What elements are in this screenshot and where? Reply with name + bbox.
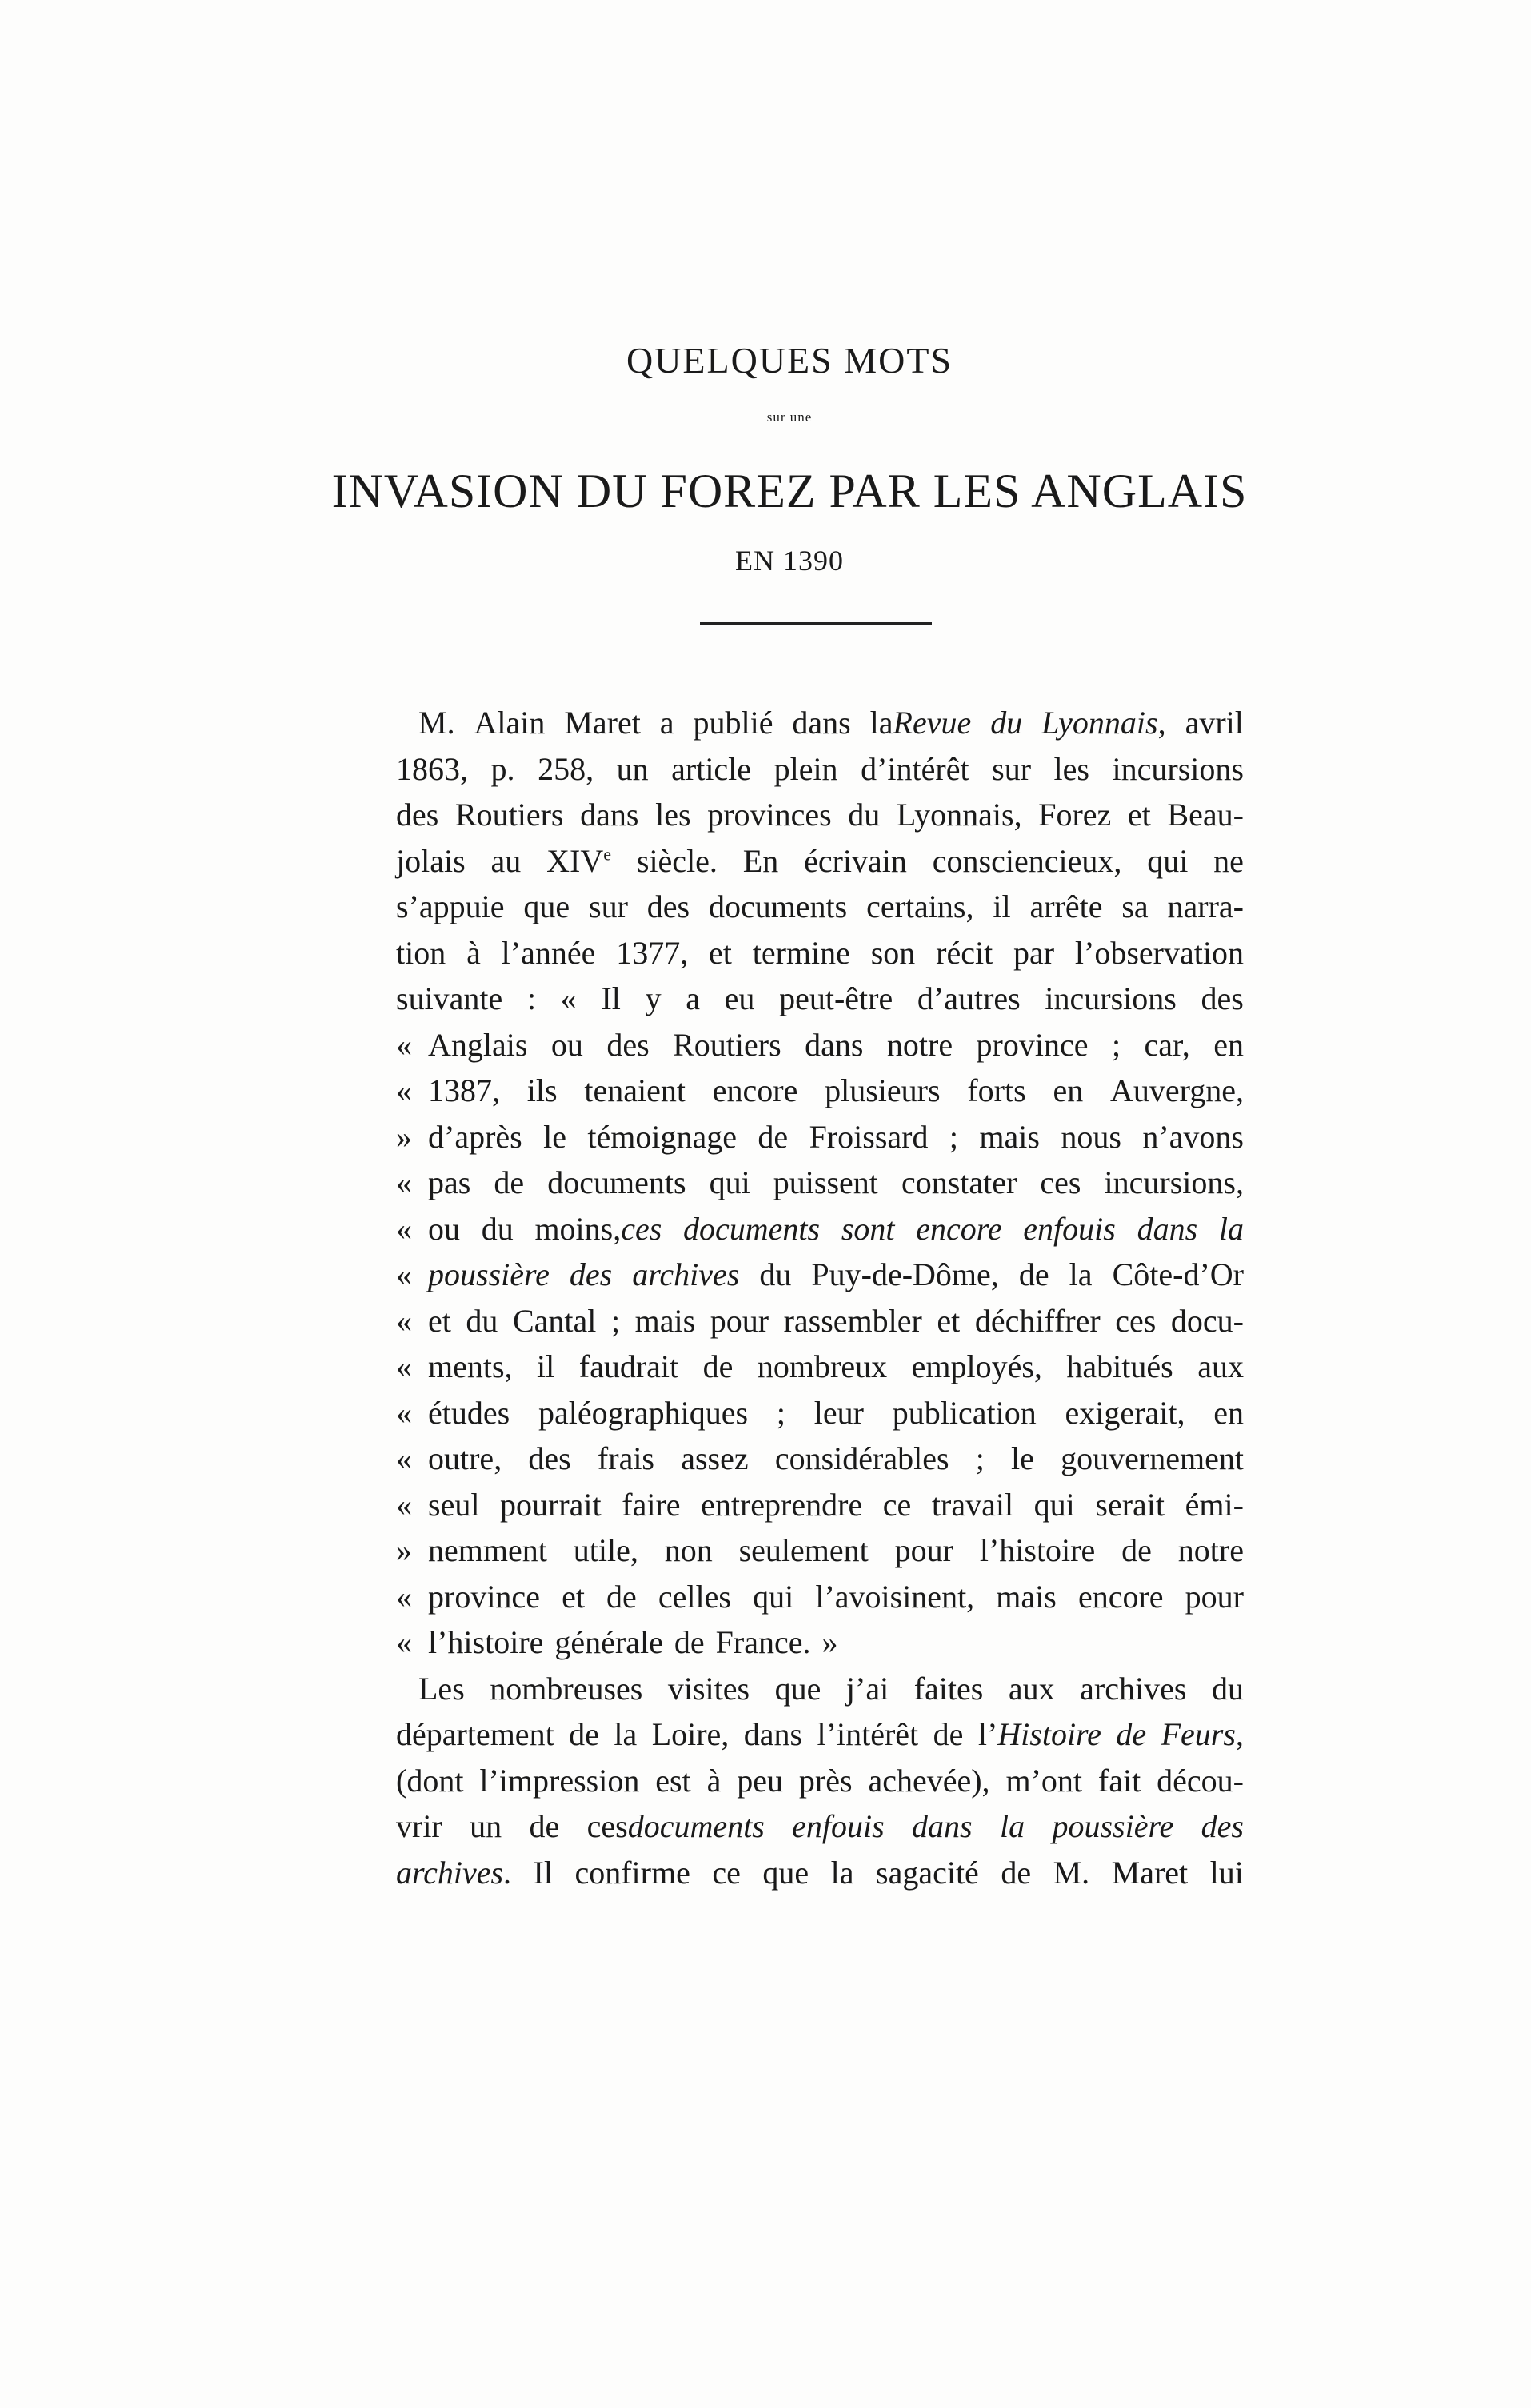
word: ne (1213, 842, 1244, 879)
word: narra- (1167, 889, 1244, 924)
word: France. (715, 1624, 811, 1660)
word: arrête (1029, 889, 1103, 924)
word: nombreuses (490, 1670, 643, 1707)
word: ; (949, 1118, 959, 1155)
word: » (821, 1624, 838, 1660)
word: exigerait, (1065, 1394, 1185, 1431)
text-line (396, 1252, 1244, 1298)
word: de (1018, 1256, 1049, 1292)
word: documents (683, 1210, 821, 1247)
word: l’histoire (979, 1532, 1096, 1568)
word: déchiffrer (974, 1302, 1101, 1339)
word: est (655, 1762, 691, 1799)
word: « pas (396, 1164, 471, 1200)
word: « seul (396, 1486, 480, 1523)
word: notre (886, 1026, 953, 1063)
word: pourrait (500, 1486, 602, 1523)
word: pour (1185, 1578, 1244, 1615)
word: écrivain (804, 842, 907, 879)
word: lui (1209, 1854, 1244, 1891)
word: de (933, 1716, 964, 1752)
word: faire (622, 1486, 681, 1523)
word: des (606, 1026, 650, 1063)
text-line (396, 1666, 1244, 1712)
word: pour (894, 1532, 953, 1568)
word: : (526, 980, 537, 1016)
word: certains, (866, 889, 974, 924)
word: jolais (396, 842, 466, 879)
word: le (1011, 1440, 1034, 1476)
word: son (870, 934, 916, 971)
word: encore (916, 1210, 1002, 1247)
word: que (762, 1854, 809, 1891)
word: m’ont (1005, 1762, 1083, 1799)
word: de (494, 1164, 525, 1200)
word: incursions, (1104, 1164, 1244, 1200)
word: en (1213, 1026, 1244, 1063)
word: faites (913, 1670, 984, 1707)
word: a (659, 705, 674, 741)
word: d’autres (917, 980, 1021, 1016)
word: Cantal (512, 1302, 597, 1339)
word: achevée), (868, 1762, 990, 1799)
word: du (990, 705, 1023, 741)
text-line (396, 1390, 1244, 1436)
word: serait (1095, 1486, 1165, 1523)
word: visites (667, 1670, 750, 1707)
text-line (396, 884, 1244, 930)
word: cesdocuments (586, 1808, 765, 1844)
word: le (543, 1118, 566, 1155)
word: en (1213, 1394, 1244, 1431)
word: Auvergne, (1110, 1072, 1244, 1108)
word: dans (580, 797, 639, 833)
word: dans (1137, 1210, 1198, 1247)
word: nombreux (757, 1348, 888, 1384)
word: moins,ces (534, 1210, 662, 1247)
word: l’avoisinent, (815, 1578, 975, 1615)
heading-line-1: QUELQUES MOTS (626, 340, 953, 381)
text-line (396, 1436, 1244, 1482)
word: « Anglais (396, 1026, 528, 1063)
word: l’intérêt (817, 1716, 919, 1752)
word: de (569, 1716, 599, 1752)
word: poussière (1052, 1808, 1174, 1844)
word: et (937, 1302, 961, 1339)
word: provinces (707, 797, 832, 833)
word: encore (1077, 1578, 1164, 1615)
word: employés, (911, 1348, 1042, 1384)
text-line (396, 1574, 1244, 1620)
word: eu (724, 980, 755, 1016)
word: frais (597, 1440, 654, 1476)
text-line (396, 1527, 1244, 1574)
word: « l’histoire (396, 1624, 544, 1660)
word: suivante (396, 980, 503, 1016)
word: des (1201, 1808, 1244, 1844)
word: Maret (564, 705, 641, 741)
text-line (396, 1298, 1244, 1344)
word: la (830, 1854, 854, 1891)
heading-year: EN 1390 (735, 545, 844, 577)
word: des (1201, 980, 1244, 1016)
word: sont (841, 1210, 895, 1247)
word: à (706, 1762, 722, 1799)
heading-line-2: sur une (766, 409, 813, 425)
word: « ou (396, 1210, 460, 1247)
word: incursions (1112, 750, 1244, 787)
word: Beau- (1167, 797, 1244, 833)
word: sagacité (876, 1854, 979, 1891)
word: « 1387, (396, 1072, 500, 1108)
word: dans (805, 1026, 864, 1063)
word: confirme (574, 1854, 690, 1891)
word: ; (776, 1394, 786, 1431)
word: s’appuie (396, 889, 505, 924)
text-line (396, 1068, 1244, 1114)
heading-main-title: INVASION DU FOREZ PAR LES ANGLAIS (331, 465, 1248, 517)
word: les (1053, 750, 1089, 787)
word: l’observation (1074, 934, 1244, 971)
text-line (396, 1619, 1244, 1666)
word: qui (709, 1164, 750, 1200)
word: rassembler (783, 1302, 922, 1339)
word: par (1013, 934, 1055, 971)
word: il (537, 1348, 555, 1384)
word: travail (931, 1486, 1014, 1523)
word: des (569, 1256, 613, 1292)
word: Loire, (651, 1716, 730, 1752)
word: leur (813, 1394, 864, 1431)
word: M. (1053, 1854, 1090, 1891)
word: la (1069, 1256, 1093, 1292)
word: considérables (774, 1440, 949, 1476)
word: mais (634, 1302, 696, 1339)
word: ce (712, 1854, 741, 1891)
word: consciencieux, (932, 842, 1122, 879)
word: enfouis (1023, 1210, 1116, 1247)
word: ; (975, 1440, 985, 1476)
word: laRevue (869, 705, 972, 741)
word: un (616, 750, 649, 787)
word: 1863, (396, 750, 468, 787)
word: du (1211, 1670, 1244, 1707)
word: Il (601, 980, 621, 1016)
word: paléographiques (538, 1394, 749, 1431)
word: « poussière (396, 1256, 550, 1292)
word: M. (418, 705, 455, 741)
word: » d’après (396, 1118, 522, 1155)
word: Routiers (673, 1026, 781, 1063)
word: département (396, 1716, 554, 1752)
word: qui (1147, 842, 1189, 879)
word: du (759, 1256, 792, 1292)
word: Alain (474, 705, 546, 741)
text-line (396, 930, 1244, 976)
text-line (396, 1758, 1244, 1804)
word: « outre, (396, 1440, 502, 1476)
word: 1377, (616, 934, 689, 971)
word: vrir (396, 1808, 442, 1844)
word: ce (882, 1486, 912, 1523)
word: termine (752, 934, 850, 971)
text-line (396, 1114, 1244, 1160)
word: Froissard (809, 1118, 929, 1155)
word: ces (1115, 1302, 1157, 1339)
word: ils (526, 1072, 558, 1108)
word: qui (753, 1578, 794, 1615)
word: « province (396, 1578, 540, 1615)
word: docu- (1170, 1302, 1244, 1339)
text-line (396, 792, 1244, 838)
word: de (606, 1578, 637, 1615)
word: de (529, 1808, 560, 1844)
word: générale (554, 1624, 663, 1660)
word: archives. (396, 1854, 512, 1891)
text-line (396, 1206, 1244, 1252)
word: faudrait (578, 1348, 679, 1384)
word: « ments, (396, 1348, 513, 1384)
text-line (396, 1711, 1244, 1758)
word: peut-être (779, 980, 893, 1016)
word: celles (658, 1578, 731, 1615)
word: que (774, 1670, 821, 1707)
word: Routiers (454, 797, 564, 833)
word: décou- (1157, 1762, 1244, 1799)
text-line (396, 1482, 1244, 1528)
word: documents (708, 889, 848, 924)
word: Maret (1111, 1854, 1189, 1891)
word: « et (396, 1302, 451, 1339)
word: siècle. (636, 842, 718, 879)
word: car, (1144, 1026, 1190, 1063)
word: il (993, 889, 1011, 924)
word: documents (547, 1164, 686, 1200)
word: ces (1040, 1164, 1081, 1200)
word: plusieurs (825, 1072, 941, 1108)
word: Il (533, 1854, 553, 1891)
word: archives (632, 1256, 740, 1292)
word: l’Histoire (977, 1716, 1101, 1752)
word: du (848, 797, 881, 833)
word: publié (693, 705, 773, 741)
word: habitués (1066, 1348, 1173, 1384)
text-line (396, 1160, 1244, 1206)
word: incursions (1045, 980, 1177, 1016)
word: près (798, 1762, 853, 1799)
text-line (396, 1344, 1244, 1390)
word: plein (773, 750, 838, 787)
word: n’avons (1142, 1118, 1244, 1155)
word: nous (1061, 1118, 1121, 1155)
word: « études (396, 1394, 510, 1431)
word: ou (550, 1026, 583, 1063)
word: de (1001, 1854, 1032, 1891)
word: un (470, 1808, 502, 1844)
word: et (709, 934, 732, 971)
word: » nemment (396, 1532, 547, 1568)
word: de (758, 1118, 789, 1155)
word: au (490, 842, 522, 879)
word: des (528, 1440, 571, 1476)
word: en (1053, 1072, 1084, 1108)
word: tenaient (584, 1072, 686, 1108)
word: fait (1097, 1762, 1141, 1799)
word: entreprendre (701, 1486, 863, 1523)
word: ; (610, 1302, 621, 1339)
word: seulement (738, 1532, 869, 1568)
word: qui (1033, 1486, 1075, 1523)
word: aux (1008, 1670, 1055, 1707)
text-line (396, 1850, 1244, 1896)
word: non (664, 1532, 713, 1568)
word: l’impression (479, 1762, 640, 1799)
word: à (466, 934, 481, 971)
word: j’ai (845, 1670, 889, 1707)
word: la (1218, 1210, 1244, 1247)
word: l’année (501, 934, 596, 971)
word: Les (418, 1670, 465, 1707)
word: sur (992, 750, 1032, 787)
word: du (466, 1302, 498, 1339)
word: les (655, 797, 691, 833)
word: archives (1080, 1670, 1187, 1707)
word: et (1127, 797, 1151, 833)
word: sur (589, 889, 628, 924)
separator-rule (700, 622, 932, 625)
word: dans (792, 705, 851, 741)
word: tion (396, 934, 446, 971)
word: de (702, 1348, 734, 1384)
word: et (562, 1578, 585, 1615)
word: Puy-de-Dôme, (811, 1256, 999, 1292)
word: Lyonnais, (1041, 705, 1166, 741)
word: d’intérêt (861, 750, 969, 787)
word: aux (1197, 1348, 1244, 1384)
word: article (671, 750, 752, 787)
word: pour (710, 1302, 769, 1339)
word: avril (1185, 705, 1244, 741)
word: utile, (573, 1532, 638, 1568)
word: Feurs, (1161, 1716, 1244, 1752)
word: encore (712, 1072, 798, 1108)
word: XIVe (546, 842, 612, 879)
word: dans (912, 1808, 973, 1844)
word: de (1121, 1532, 1152, 1568)
word: que (523, 889, 570, 924)
word: province (976, 1026, 1089, 1063)
word: y (645, 980, 662, 1016)
word: dans (743, 1716, 803, 1752)
word: En (742, 842, 779, 879)
word: Forez (1038, 797, 1112, 833)
text-line (396, 700, 1244, 746)
word: ; (1111, 1026, 1121, 1063)
word: de (1116, 1716, 1147, 1752)
word: constater (901, 1164, 1017, 1200)
word: (dont (396, 1762, 464, 1799)
text-line (396, 838, 1244, 885)
text-line (396, 1803, 1244, 1850)
word: mais (996, 1578, 1057, 1615)
word: la (614, 1716, 638, 1752)
word: puissent (773, 1164, 878, 1200)
word: Lyonnais, (896, 797, 1022, 833)
word: peu (737, 1762, 784, 1799)
text-line (396, 1022, 1244, 1068)
word: gouvernement (1061, 1440, 1244, 1476)
word: Côte-d’Or (1112, 1256, 1244, 1292)
word: notre (1177, 1532, 1244, 1568)
word: « (560, 980, 577, 1016)
word: forts (967, 1072, 1026, 1108)
text-line (396, 746, 1244, 793)
word: des (646, 889, 690, 924)
word: du (481, 1210, 514, 1247)
word: témoignage (587, 1118, 738, 1155)
word: sa (1121, 889, 1149, 924)
word: publication (892, 1394, 1037, 1431)
word: p. (490, 750, 515, 787)
body-text (396, 700, 1244, 1895)
word: enfouis (792, 1808, 885, 1844)
word: mais (979, 1118, 1040, 1155)
word: 258, (538, 750, 594, 787)
word: de (674, 1624, 705, 1660)
word: récit (936, 934, 993, 971)
word: la (999, 1808, 1025, 1844)
word: a (686, 980, 700, 1016)
word: des (396, 797, 439, 833)
text-line (396, 976, 1244, 1022)
word: émi- (1185, 1486, 1244, 1523)
word: assez (681, 1440, 749, 1476)
